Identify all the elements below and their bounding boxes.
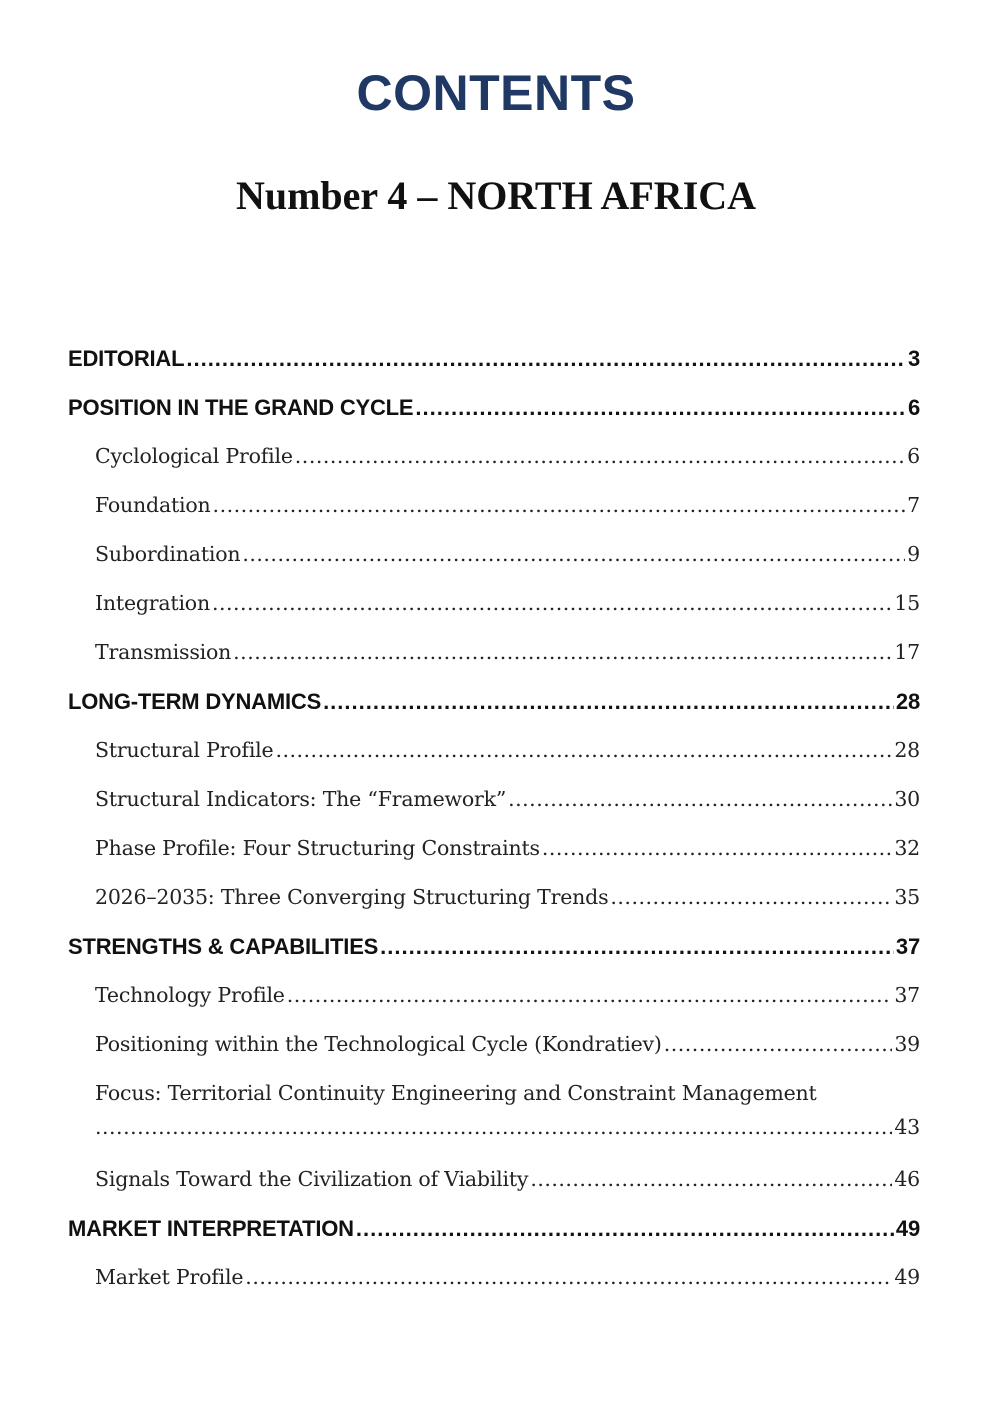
table-of-contents	[68, 346, 920, 1314]
dot-leader	[323, 689, 894, 715]
toc-page-number: 37	[895, 934, 920, 959]
toc-entry-label: Cyclological Profile	[95, 444, 293, 468]
toc-entry-positioning-technological-cycle[interactable]	[68, 1032, 920, 1081]
toc-entry-signals-civilization-viability[interactable]	[68, 1167, 920, 1216]
dot-leader	[664, 1032, 893, 1056]
toc-entry-position-in-the-grand-cycle[interactable]	[68, 395, 920, 444]
toc-entry-label: STRENGTHS & CAPABILITIES	[68, 934, 379, 959]
toc-page-number: 39	[894, 1032, 920, 1056]
toc-entry-transmission[interactable]	[68, 640, 920, 689]
dot-leader	[233, 640, 892, 664]
dot-leader	[380, 934, 894, 960]
dot-leader	[95, 1115, 892, 1139]
toc-entry-2026-2035-trends[interactable]	[68, 885, 920, 934]
dot-leader	[508, 787, 892, 811]
toc-entry-market-interpretation[interactable]	[68, 1216, 920, 1265]
dot-leader	[415, 395, 906, 421]
toc-page-number: 49	[895, 1216, 920, 1241]
toc-page-number: 43	[894, 1115, 920, 1139]
toc-entry-foundation[interactable]	[68, 493, 920, 542]
toc-entry-label: Signals Toward the Civilization of Viability	[95, 1167, 529, 1191]
toc-entry-label: Transmission	[95, 640, 232, 664]
toc-entry-technology-profile[interactable]	[68, 983, 920, 1032]
toc-entry-label: 2026–2035: Three Converging Structuring Trends	[95, 885, 609, 909]
toc-page-number: 9	[907, 542, 920, 566]
toc-entry-integration[interactable]	[68, 591, 920, 640]
toc-entry-structural-indicators[interactable]	[68, 787, 920, 836]
toc-entry-label: Technology Profile	[95, 983, 285, 1007]
toc-entry-long-term-dynamics[interactable]	[68, 689, 920, 738]
toc-page-number: 15	[894, 591, 920, 615]
dot-leader	[356, 1216, 894, 1242]
toc-entry-label: Structural Indicators: The “Framework”	[95, 787, 507, 811]
issue-subtitle: Number 4 – NORTH AFRICA	[235, 173, 757, 218]
toc-entry-label: EDITORIAL	[68, 346, 185, 371]
dot-leader	[295, 444, 905, 468]
toc-entry-label: Foundation	[95, 493, 211, 517]
toc-entry-label: Focus: Territorial Continuity Engineering and Constraint Management	[95, 1081, 817, 1105]
dot-leader	[610, 885, 892, 909]
toc-entry-structural-profile[interactable]	[68, 738, 920, 787]
toc-page-number: 35	[894, 885, 920, 909]
toc-page-number: 28	[894, 738, 920, 762]
toc-entry-subordination[interactable]	[68, 542, 920, 591]
toc-entry-label: POSITION IN THE GRAND CYCLE	[68, 395, 414, 420]
dot-leader	[212, 591, 892, 615]
dot-leader	[242, 542, 905, 566]
toc-page-number: 7	[907, 493, 920, 517]
dot-leader	[245, 1265, 892, 1289]
toc-entry-label: Subordination	[95, 542, 241, 566]
toc-entry-label: Integration	[95, 591, 210, 615]
toc-page-number: 17	[894, 640, 920, 664]
toc-page-number: 49	[894, 1265, 920, 1289]
toc-page-number: 6	[907, 395, 920, 420]
toc-entry-label: Phase Profile: Four Structuring Constraints	[95, 836, 540, 860]
dot-leader	[530, 1167, 892, 1191]
toc-entry-market-profile[interactable]	[68, 1265, 920, 1314]
toc-entry-editorial[interactable]	[68, 346, 920, 395]
toc-entry-focus-territorial-continuity[interactable]	[68, 1081, 920, 1167]
toc-entry-strengths-capabilities[interactable]	[68, 934, 920, 983]
dot-leader	[186, 346, 906, 372]
toc-page-number: 3	[907, 346, 920, 371]
toc-page-number: 30	[894, 787, 920, 811]
toc-page-number: 32	[894, 836, 920, 860]
toc-entry-leader-line	[95, 1115, 920, 1139]
toc-entry-label: Structural Profile	[95, 738, 274, 762]
toc-entry-label: MARKET INTERPRETATION	[68, 1216, 354, 1241]
toc-page-number: 28	[895, 689, 920, 714]
toc-entry-label: Positioning within the Technological Cycle (Kondratiev)	[95, 1032, 662, 1056]
dot-leader	[542, 836, 892, 860]
page-title: CONTENTS	[356, 65, 636, 121]
dot-leader	[213, 493, 906, 517]
dot-leader	[287, 983, 893, 1007]
toc-page-number: 46	[894, 1167, 920, 1191]
toc-entry-phase-profile[interactable]	[68, 836, 920, 885]
dot-leader	[275, 738, 892, 762]
toc-entry-label: Market Profile	[95, 1265, 244, 1289]
toc-entry-label: LONG-TERM DYNAMICS	[68, 689, 322, 714]
toc-entry-cyclological-profile[interactable]	[68, 444, 920, 493]
toc-page-number: 6	[907, 444, 920, 468]
toc-page-number: 37	[894, 983, 920, 1007]
